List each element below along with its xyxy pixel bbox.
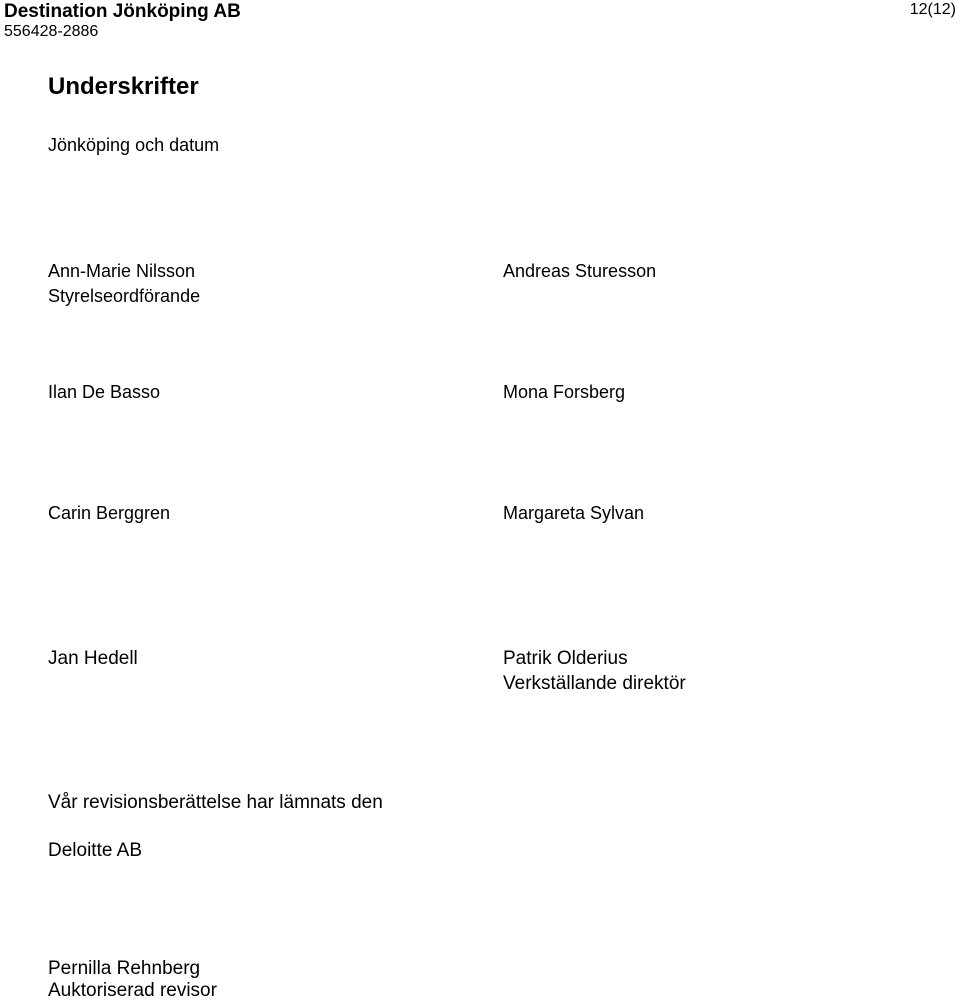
signature-block — [48, 646, 138, 671]
signatory-name: Mona Forsberg — [503, 382, 626, 402]
place-and-date: Jönköping och datum — [48, 135, 220, 155]
signatory-name: Margareta Sylvan — [503, 503, 645, 523]
company-name: Destination Jönköping AB — [4, 1, 241, 22]
signature-block — [503, 501, 644, 526]
auditor-name: Pernilla Rehnberg — [48, 958, 201, 979]
signature-block — [503, 380, 625, 405]
signatory-role: Styrelseordförande — [48, 286, 201, 306]
signatory-name: Carin Berggren — [48, 503, 171, 523]
signatory-name: Jan Hedell — [48, 648, 138, 669]
signatory-name: Ann-Marie Nilsson — [48, 261, 196, 281]
auditor-signature-block — [48, 958, 217, 1002]
page-title: Underskrifter — [48, 73, 199, 100]
signatory-name: Andreas Sturesson — [503, 261, 657, 281]
signatory-name: Ilan De Basso — [48, 382, 161, 402]
organization-number: 556428-2886 — [4, 23, 99, 40]
signature-block — [503, 259, 656, 284]
audit-statement: Vår revisionsberättelse har lämnats den — [48, 792, 383, 813]
page-number: 12(12) — [909, 1, 956, 18]
audit-firm: Deloitte AB — [48, 840, 142, 861]
signatory-name: Patrik Olderius — [503, 648, 628, 669]
signature-block — [503, 646, 686, 696]
signatory-role: Verkställande direktör — [503, 673, 686, 694]
signature-block — [48, 259, 200, 309]
auditor-title: Auktoriserad revisor — [48, 980, 217, 1001]
signature-block — [48, 501, 170, 526]
signature-block — [48, 380, 160, 405]
